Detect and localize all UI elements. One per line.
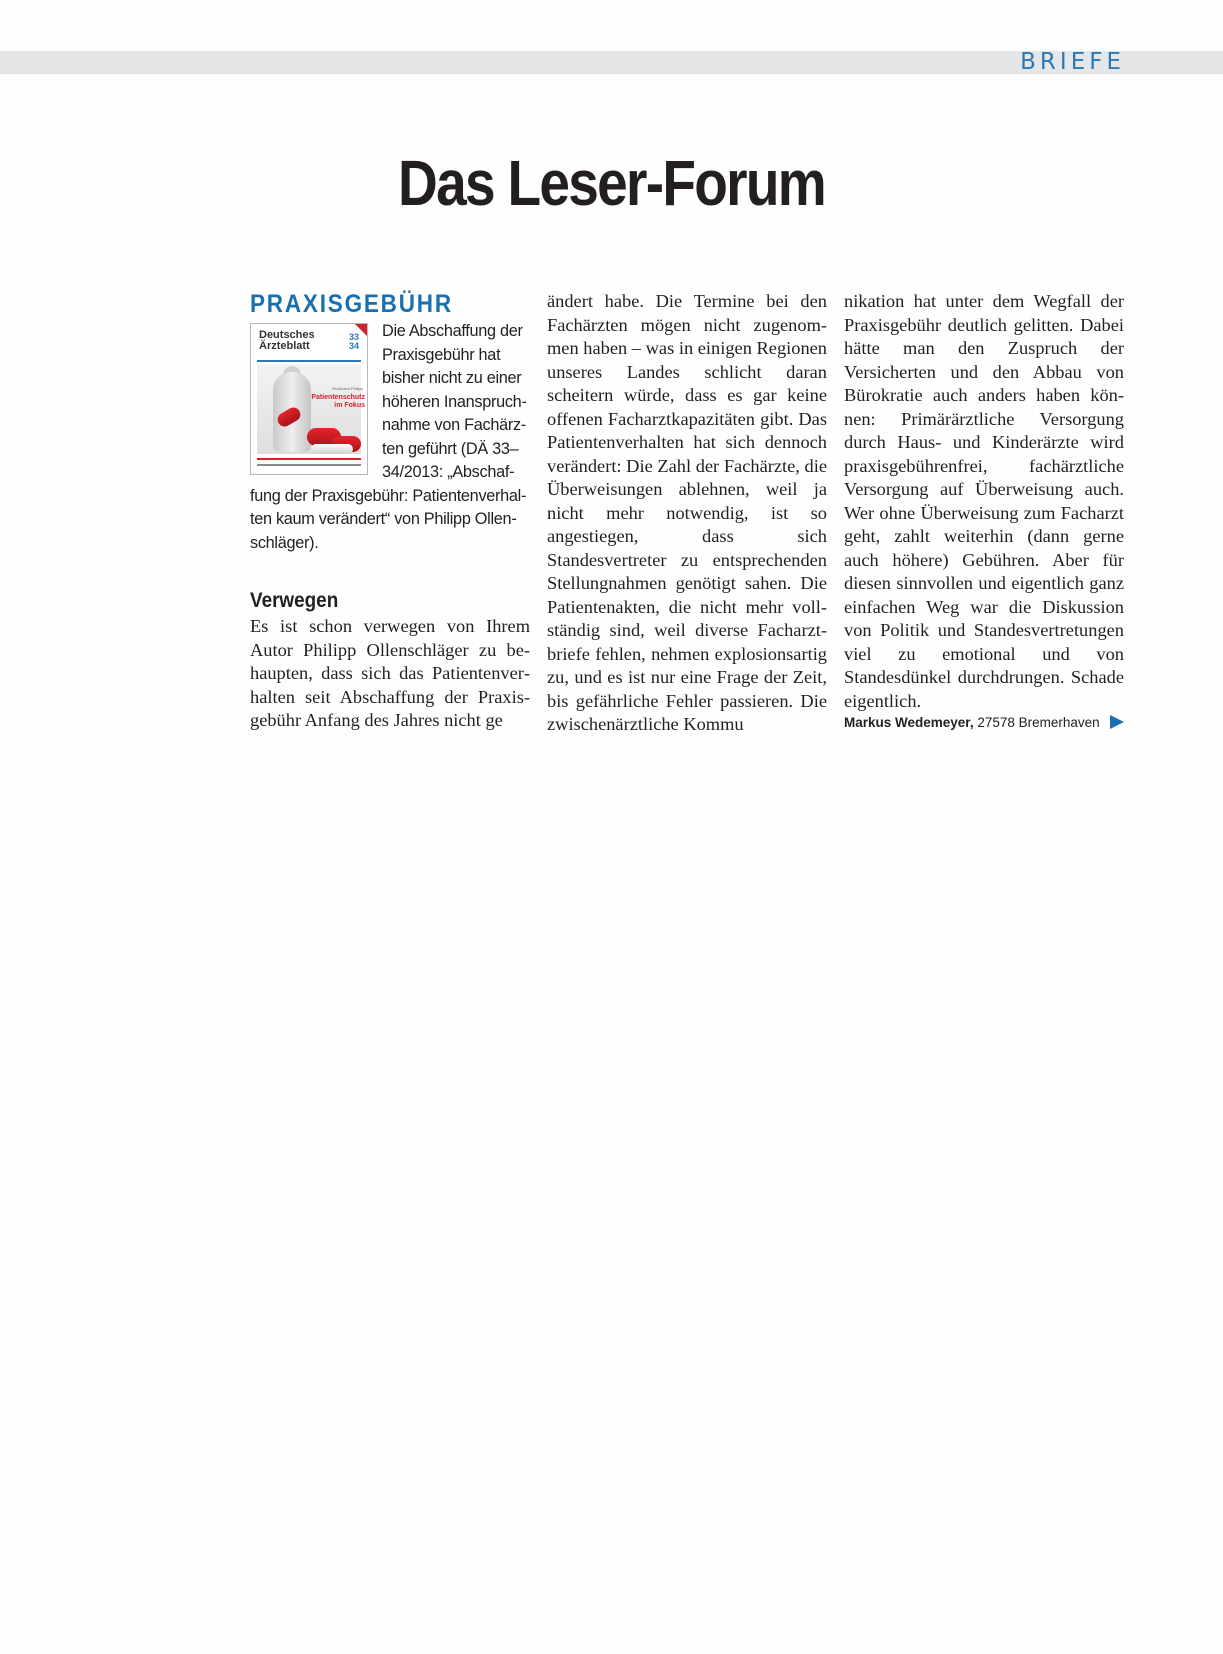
cover-corner-mark bbox=[355, 324, 367, 336]
cover-strip bbox=[257, 458, 361, 460]
letter-heading: Verwegen bbox=[250, 589, 339, 612]
page-title: Das Leser-Forum bbox=[398, 147, 825, 219]
magazine-cover-thumbnail bbox=[250, 323, 368, 475]
author-name: Markus Wedemeyer, bbox=[844, 715, 974, 730]
topic-intro: Die Abschaffung der Praxisgebühr hat bisher nicht zu einer höheren Inanspruchnahme von Fachärzten geführt (DÄ 33–34/2013: „Abschaffung der Praxisgebühr: Patientenverhalten kaum verändert“ von Philipp Ollenschläger). bbox=[250, 322, 527, 552]
letter-text-col1: Es ist schon verwegen von Ihrem Autor Philipp Ollenschläger zu behaupten, dass sich das Patientenverhalten seit Abschaffung der Praxisgebühr Anfang des Jahres nicht ge bbox=[250, 616, 530, 730]
column-1 bbox=[250, 290, 530, 733]
cover-rule bbox=[257, 360, 361, 362]
cover-masthead: Deutsches Ärzteblatt bbox=[259, 329, 315, 352]
cover-strip bbox=[257, 464, 361, 466]
continue-arrow-icon[interactable] bbox=[1110, 715, 1124, 729]
pill-capsule-icon bbox=[311, 444, 353, 454]
topic-kicker: PRAXISGEBÜHR bbox=[250, 290, 453, 318]
section-label: BRIEFE bbox=[1020, 49, 1125, 75]
cover-author: Ferdinand Philipp bbox=[331, 386, 363, 391]
cover-issue-bottom: 34 bbox=[348, 341, 359, 351]
column-3 bbox=[844, 290, 1124, 733]
cover-title: Patientenschutz im Fokus bbox=[311, 394, 365, 409]
author-place: 27578 Bremerhaven bbox=[977, 715, 1100, 730]
column-2 bbox=[547, 290, 827, 737]
letter-signature bbox=[844, 713, 1124, 733]
letter-text-col2: ändert habe. Die Termine bei den Fachärzten mögen nicht zugenommen haben – was in einigen Regionen unseres Landes schlicht daran scheitern würde, dass es gar keine offenen Facharztkapazitäten gibt. Das Patientenverhalten hat sich dennoch verändert: Die Zahl der Fachärzte, die Überweisungen ablehnen, weil ja nicht mehr notwendig, ist so angestiegen, dass sich Standesvertreter zu entsprechenden Stellungnahmen genötigt sahen. Die Patientenakten, die nicht mehr vollständig sind, weil diverse Facharztbriefe fehlen, nehmen explosionsartig zu, und es ist nur eine Frage der Zeit, bis gefährliche Fehler passieren. Die zwischenärztliche Kommu bbox=[547, 291, 827, 734]
letter-text-col3: nikation hat unter dem Wegfall der Praxisgebühr deutlich gelitten. Dabei hätte man den Zuspruch der Versicherten und den Abbau von Bürokratie auch anders haben können: Primärärztliche Versorgung durch Haus- und Kinderärzte wird praxisgebührenfrei, fachärztliche Versorgung auf Überweisung auch. Wer ohne Überweisung zum Facharzt geht, zahlt weiterhin (dann gerne auch höhere) Gebühren. Aber für diesen sinnvollen und eigentlich ganz einfachen Weg war die Diskussion von Politik und Standesvertretungen viel zu emotional und von Standesdünkel durchdrungen. Schade eigentlich. bbox=[844, 291, 1124, 711]
cover-issue-top: 33 bbox=[348, 332, 359, 342]
